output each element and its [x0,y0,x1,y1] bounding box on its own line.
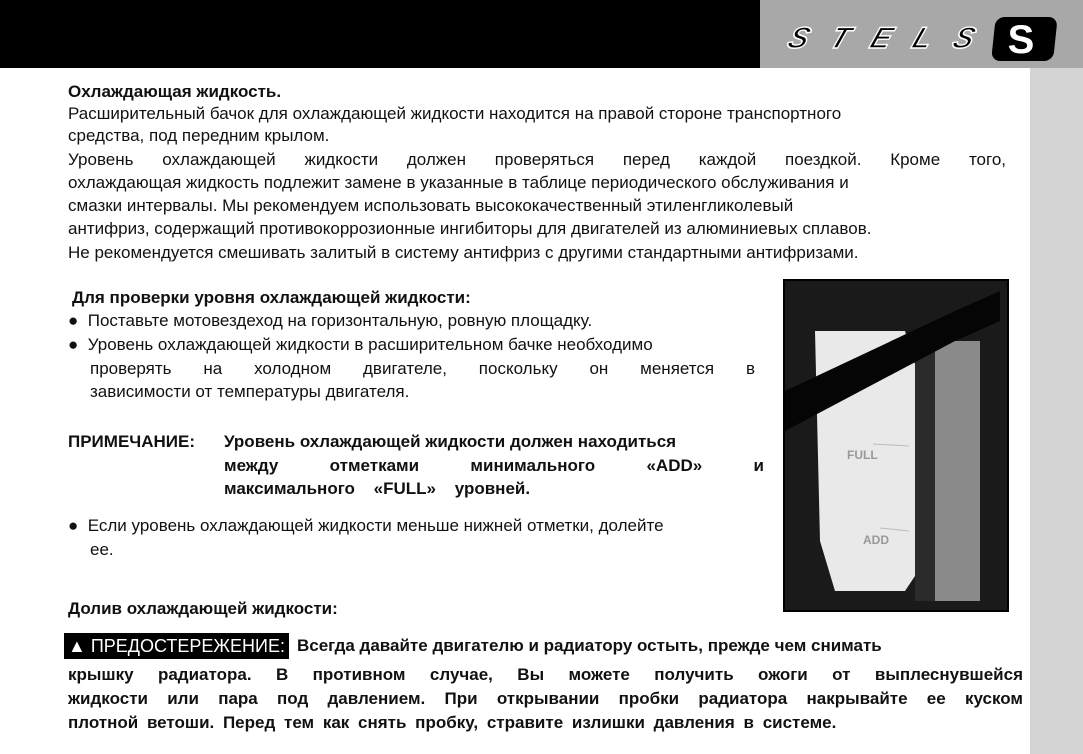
text-line: Уровень охлаждающей жидкости должен проверяться перед каждой поездкой. Кроме того, [68,150,1006,169]
side-tab-strip [1030,68,1083,754]
stels-logo [780,14,1060,62]
warning-text: крышку радиатора. В противном случае, Вы можете получить ожоги от выплеснувшейся [68,665,1023,684]
text-line: ее. [90,540,114,559]
add-mark-label: ADD [863,533,889,547]
note-text: максимального «FULL» уровней. [224,479,531,498]
svg-text:STELS: STELS [783,20,981,55]
section-title: Охлаждающая жидкость. [68,82,282,101]
full-mark-label: FULL [847,448,878,462]
section-title: Долив охлаждающей жидкости: [68,599,338,618]
warning-text: плотной ветоши. Перед тем как снять пробку, стравите излишки давления в системе. [68,713,837,732]
bullet-item: ● Если уровень охлаждающей жидкости меньше нижней отметки, долейте [68,516,664,535]
text-line: средства, под передним крылом. [68,126,330,145]
text-line: антифриз, содержащий противокоррозионные ингибиторы для двигателей из алюминиевых сплавов. [68,219,872,238]
section-title: Для проверки уровня охлаждающей жидкости: [72,288,471,307]
bullet-text: Уровень охлаждающей жидкости в расширительном бачке необходимо [87,335,653,354]
bullet-text: Если уровень охлаждающей жидкости меньше нижней отметки, долейте [87,516,664,535]
text-line: смазки интервалы. Мы рекомендуем использовать высококачественный этиленгликолевый [68,196,794,215]
warning-line [64,633,1026,659]
text-line: Не рекомендуется смешивать залитый в систему антифриз с другими стандартными антифризами. [68,243,859,262]
note-text: Уровень охлаждающей жидкости должен находиться [224,432,677,451]
note-text: между отметками минимального «ADD» и [224,456,764,475]
coolant-tank-photo [783,279,1009,612]
warning-text: Всегда давайте двигателю и радиатору остыть, прежде чем снимать [296,636,882,655]
header-bar [0,0,760,68]
text-line: охлаждающая жидкость подлежит замене в указанные в таблице периодического обслуживания и [68,173,849,192]
bullet-text: Поставьте мотовездеход на горизонтальную, ровную площадку. [87,311,593,330]
text-line: зависимости от температуры двигателя. [90,382,410,401]
svg-text:S: S [1007,18,1035,62]
text-line: Расширительный бачок для охлаждающей жидкости находится на правой стороне транспортного [68,104,842,123]
warning-triangle-icon: ▲ [68,636,86,656]
bullet-item: ● Поставьте мотовездеход на горизонтальную, ровную площадку. [68,311,593,330]
warning-text: жидкости или пара под давлением. При открывании пробки радиатора накрывайте ее куском [68,689,1023,708]
note-label: ПРИМЕЧАНИЕ: [68,432,195,451]
text-line: проверять на холодном двигателе, поскольку он меняется в [90,359,755,378]
bullet-item: ● Уровень охлаждающей жидкости в расширительном бачке необходимо [68,335,653,354]
warning-badge: ▲ ПРЕДОСТЕРЕЖЕНИЕ: [64,633,289,659]
